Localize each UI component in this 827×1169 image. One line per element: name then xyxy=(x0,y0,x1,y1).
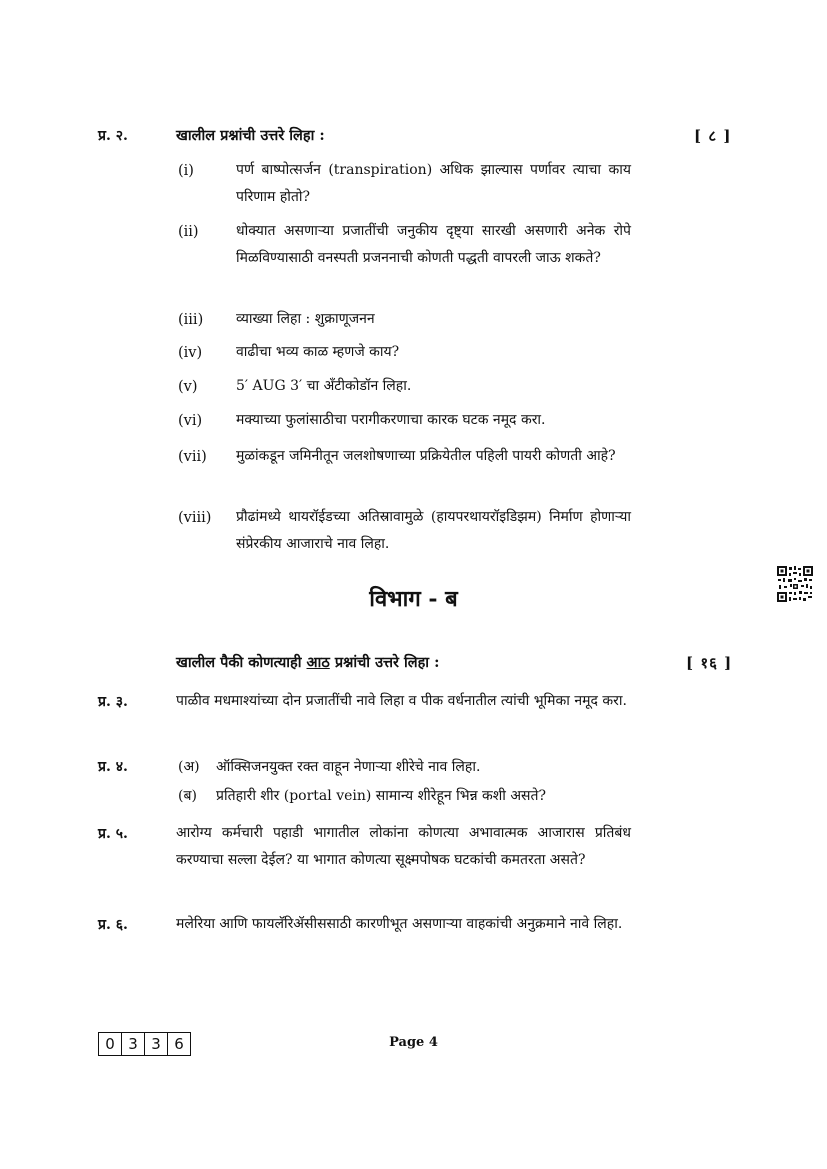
question-number-6: प्र. ६. xyxy=(98,917,128,933)
qr-code-icon xyxy=(776,565,814,603)
question-number-4: प्र. ४. xyxy=(98,759,128,775)
question-5-text: आरोग्य कर्मचारी पहाडी भागातील लोकांना कोणत्या अभावात्मक आजारास प्रतिबंध करण्याचा सल्ला देईल? या भागात कोणत्या सूक्ष्मपोषक घटकांची कमतरता असते? xyxy=(176,825,631,868)
question-4-part-a-label: (अ) xyxy=(178,759,200,775)
sub-question-number: (iii) xyxy=(178,312,204,328)
sub-question-number: (ii) xyxy=(178,224,199,240)
question-3-text: पाळीव मधमाश्यांच्या दोन प्रजातींची नावे लिहा व पीक वर्धनातील त्यांची भूमिका नमूद करा. xyxy=(176,693,627,709)
question-4-part-b-text: प्रतिहारी शीर (portal vein) सामान्य शीरेहून भिन्न कशी असते? xyxy=(216,788,547,804)
sub-question-text: धोक्यात असणाऱ्या प्रजातींची जनुकीय दृष्ट्या सारखी असणारी अनेक रोपे मिळविण्यासाठी वनस्पती प्रजननाची कोणती पद्धती वापरली जाऊ शकते? xyxy=(236,223,631,266)
section-b-marks: [ १६ ] xyxy=(686,654,733,672)
sub-question-text: 5′ AUG 3′ चा अँटीकोडॉन लिहा. xyxy=(236,378,412,394)
question-number-2: प्र. २. xyxy=(98,128,128,144)
question-4-part-b-label: (ब) xyxy=(178,788,197,804)
sub-question-number: (vii) xyxy=(178,449,207,465)
sub-question-text: व्याख्या लिहा : शुक्राणूजनन xyxy=(236,311,375,327)
sub-question-number: (v) xyxy=(178,379,198,395)
page-number: Page 4 xyxy=(389,1035,438,1050)
sub-question-number: (i) xyxy=(178,163,194,179)
question-2-heading: खालील प्रश्नांची उत्तरे लिहा : xyxy=(176,127,325,144)
sub-question-text: प्रौढांमध्ये थायरॉईडच्या अतिस्रावामुळे (हायपरथायरॉइडिझम) निर्माण होणाऱ्या संप्रेरकीय आजाराचे नाव लिहा. xyxy=(236,509,631,552)
sub-question-text: पर्ण बाष्पोत्सर्जन (transpiration) अधिक झाल्यास पर्णावर त्याचा काय परिणाम होतो? xyxy=(236,162,631,205)
sub-question-text: मक्याच्या फुलांसाठीचा परागीकरणाचा कारक घटक नमूद करा. xyxy=(236,412,546,428)
instruction-text: प्रश्नांची उत्तरे लिहा : xyxy=(329,654,440,671)
question-4-part-a-text: ऑक्सिजनयुक्त रक्त वाहून नेणाऱ्या शीरेचे नाव लिहा. xyxy=(216,759,481,775)
question-number-5: प्र. ५. xyxy=(98,826,128,842)
instruction-underlined-word: आठ xyxy=(306,654,330,671)
section-b-instruction xyxy=(176,656,439,671)
paper-code-digit: 3 xyxy=(145,1033,168,1055)
instruction-text: खालील पैकी कोणत्याही xyxy=(176,654,307,671)
sub-question-text: वाढीचा भव्य काळ म्हणजे काय? xyxy=(236,344,400,360)
sub-question-number: (vi) xyxy=(178,413,203,429)
paper-code-digit: 3 xyxy=(122,1033,145,1055)
question-6-text: मलेरिया आणि फायलॅरिॲसीससाठी कारणीभूत असणाऱ्या वाहकांची अनुक्रमाने नावे लिहा. xyxy=(176,916,623,932)
sub-question-number: (iv) xyxy=(178,345,203,361)
sub-question-text: मुळांकडून जमिनीतून जलशोषणाच्या प्रक्रियेतील पहिली पायरी कोणती आहे? xyxy=(236,448,616,464)
question-2-marks: [ ८ ] xyxy=(694,127,732,145)
section-b-title: विभाग - ब xyxy=(369,586,458,612)
question-number-3: प्र. ३. xyxy=(98,694,128,710)
paper-code-digit: 0 xyxy=(99,1033,122,1055)
sub-question-number: (viii) xyxy=(178,510,212,526)
paper-code-digit: 6 xyxy=(174,1035,184,1053)
